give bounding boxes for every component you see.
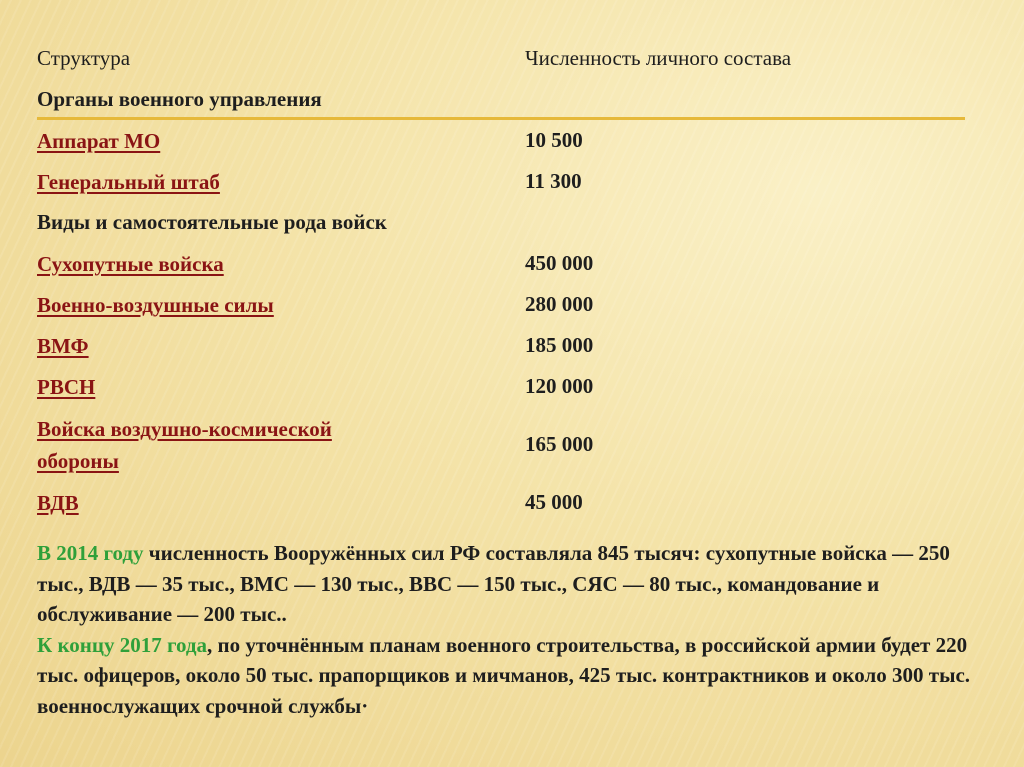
link-ground-forces[interactable]: Сухопутные войска	[37, 251, 224, 276]
link-air-force[interactable]: Военно-воздушные силы	[37, 292, 274, 317]
header-structure: Структура	[37, 46, 131, 70]
value-apparat-mo: 10 500	[525, 128, 583, 152]
link-apparat-mo[interactable]: Аппарат МО	[37, 128, 161, 153]
table-row	[37, 325, 967, 366]
link-navy[interactable]: ВМФ	[37, 333, 89, 358]
table-row	[37, 120, 967, 161]
header-personnel: Численность личного состава	[525, 46, 792, 70]
table-row	[37, 407, 967, 482]
highlight-2014: В 2014 году	[37, 541, 144, 565]
link-general-staff[interactable]: Генеральный штаб	[37, 169, 220, 194]
table-row	[37, 366, 967, 407]
table-row	[37, 284, 967, 325]
value-rvsn: 120 000	[525, 374, 594, 398]
value-general-staff: 11 300	[525, 169, 582, 193]
section-row	[37, 79, 967, 120]
table-row	[37, 482, 967, 523]
section-row	[37, 202, 967, 243]
value-vdv: 45 000	[525, 490, 583, 514]
value-air-force: 280 000	[525, 292, 594, 316]
link-vdv[interactable]: ВДВ	[37, 490, 79, 515]
table-row	[37, 161, 967, 202]
link-aerospace-defense-line1[interactable]: Войска воздушно-космической	[37, 416, 332, 441]
value-ground-forces: 450 000	[525, 251, 594, 275]
table-header-row	[37, 38, 967, 79]
link-rvsn[interactable]: РВСН	[37, 374, 96, 399]
summary-text	[37, 538, 997, 721]
value-aerospace-defense: 165 000	[525, 432, 594, 456]
highlight-2017: К концу 2017 года	[37, 632, 208, 657]
value-navy: 185 000	[525, 333, 594, 357]
text-2014: численность Вооружённых сил РФ составляла 845 тысяч: сухопутные войска — 250 тыс., ВДВ — 35 тыс., ВМС — 130 тыс., ВВС — 150 тыс., СЯС — 80 тыс., командование и обслуживание — 200 тыс..	[37, 541, 950, 626]
section-military-command: Органы военного управления	[37, 87, 322, 111]
section-branches: Виды и самостоятельные рода войск	[37, 210, 387, 234]
text-2017: , по уточнённым планам военного строительства, в российской армии будет 220 тыс. офицеров, около 50 тыс. прапорщиков и мичманов, 425 тыс. контрактников и около 300 тыс. военнослужащих срочной службы·	[37, 632, 971, 718]
link-aerospace-defense-line2[interactable]: обороны	[37, 448, 119, 473]
table-row	[37, 243, 967, 284]
personnel-table	[37, 38, 967, 523]
aerospace-defense-cell	[37, 407, 525, 482]
